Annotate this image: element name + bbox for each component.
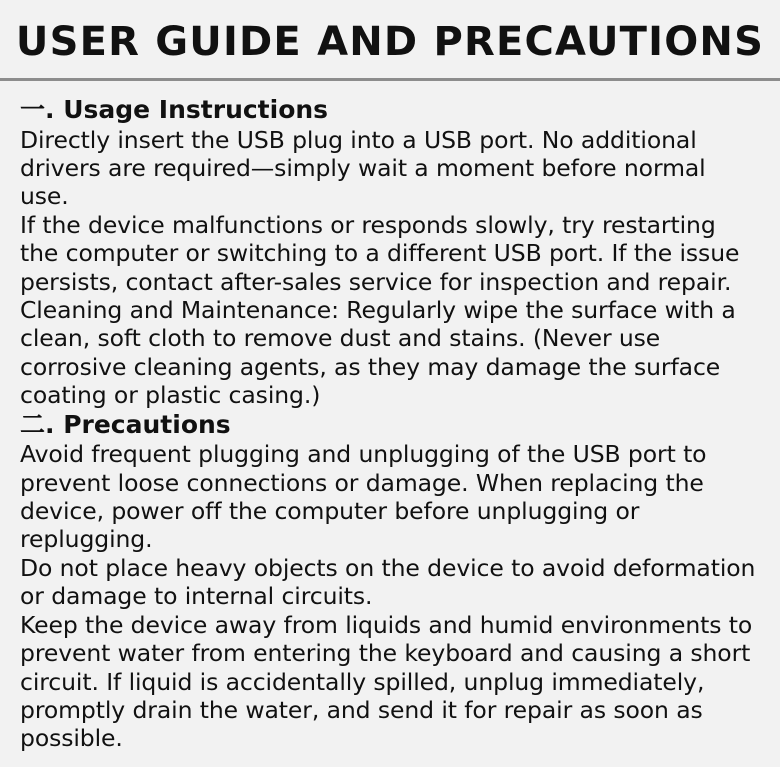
page-title: USER GUIDE AND PRECAUTIONS bbox=[15, 19, 765, 65]
document-body bbox=[0, 81, 780, 753]
section-heading-precautions: 二. Precautions bbox=[20, 409, 231, 439]
paragraph-usage-2: If the device malfunctions or responds slowly, try restarting the computer or switching to a different USB port. If the issue persists, contact after-sales service for inspection and repair. bbox=[20, 210, 740, 296]
document-header bbox=[0, 0, 780, 78]
section-precautions bbox=[20, 410, 760, 753]
paragraph-precautions-2: Do not place heavy objects on the device to avoid deformation or damage to internal circuits. bbox=[20, 553, 756, 611]
paragraph-precautions-1: Avoid frequent plugging and unplugging of the USB port to prevent loose connections or damage. When replacing the device, power off the computer before unplugging or replugging. bbox=[20, 440, 707, 554]
paragraph-usage-1: Directly insert the USB plug into a USB port. No additional drivers are required—simply wait a moment before normal use. bbox=[20, 125, 706, 211]
paragraph-precautions-3: Keep the device away from liquids and humid environments to prevent water from entering the keyboard and causing a short circuit. If liquid is accidentally spilled, unplug immediately, promptly drain the water, and send it for repair as soon as possible. bbox=[20, 610, 753, 753]
section-heading-usage-instructions: 一. Usage Instructions bbox=[20, 95, 329, 124]
paragraph-usage-3: Cleaning and Maintenance: Regularly wipe the surface with a clean, soft cloth to remove dust and stains. (Never use corrosive cleaning agents, as they may damage the surface coating or plastic casing.) bbox=[20, 296, 736, 410]
section-usage-instructions bbox=[20, 95, 760, 410]
